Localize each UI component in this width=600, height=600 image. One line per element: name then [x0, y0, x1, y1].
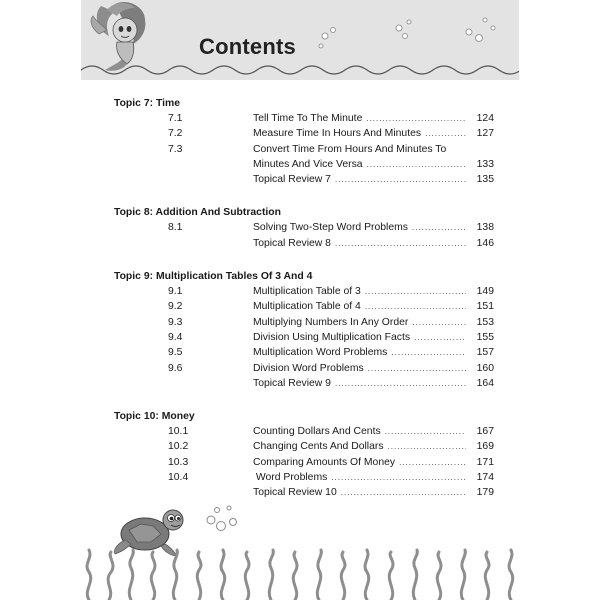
dot-leader	[412, 220, 466, 235]
section-number: 9.3	[168, 316, 183, 328]
section-number: 10.2	[168, 441, 189, 453]
dot-leader	[366, 111, 466, 126]
section-title: Division Using Multiplication Facts	[253, 331, 411, 343]
page-number: 151	[476, 301, 494, 313]
page-number: 127	[476, 128, 494, 140]
dot-leader	[388, 439, 466, 454]
page-number: 171	[476, 456, 494, 468]
page-number: 167	[476, 426, 494, 438]
entry-text-group	[228, 361, 494, 376]
dot-leader	[425, 126, 466, 141]
bubbles-decoration	[281, 6, 511, 56]
dot-leader	[365, 299, 466, 314]
section-number: 7.3	[168, 143, 183, 155]
page-number: 157	[476, 347, 494, 359]
dot-leader	[335, 172, 466, 187]
section-number: 10.1	[168, 426, 189, 438]
toc-entry	[114, 220, 494, 235]
section-number: 9.6	[168, 362, 183, 374]
dot-leader	[335, 236, 466, 251]
toc-entry	[114, 142, 494, 157]
page-number: 179	[476, 487, 494, 499]
page-number: 155	[476, 331, 494, 343]
toc-entry	[114, 345, 494, 360]
dot-leader	[365, 284, 466, 299]
section-number: 9.4	[168, 331, 183, 343]
toc-entry	[114, 376, 494, 391]
toc-entry	[114, 439, 494, 454]
section-number: 10.3	[168, 456, 189, 468]
section-title: Tell Time To The Minute	[253, 113, 363, 124]
dot-leader	[399, 455, 466, 470]
section-title: Comparing Amounts Of Money	[253, 456, 396, 468]
entry-text-group	[228, 439, 494, 454]
page-number: 164	[476, 377, 494, 389]
section-number: 7.2	[168, 128, 183, 140]
entry-text-group	[228, 376, 494, 391]
dot-leader	[335, 376, 466, 391]
page-number: 133	[476, 158, 494, 170]
dot-leader	[414, 330, 466, 345]
toc-entry	[114, 455, 494, 470]
toc-entry	[114, 424, 494, 439]
topic-heading: Topic 10: Money	[114, 411, 195, 423]
entry-text-group	[228, 157, 494, 172]
dot-leader	[341, 485, 466, 500]
topic-heading: Topic 7: Time	[114, 98, 181, 109]
section-title: Topical Review 8	[253, 237, 331, 249]
topic-heading: Topic 8: Addition And Subtraction	[114, 207, 281, 219]
toc-entry	[114, 361, 494, 376]
dot-leader	[331, 470, 466, 485]
page-number: 149	[476, 286, 494, 298]
toc-entry	[114, 126, 494, 141]
section-number: 7.1	[168, 113, 183, 124]
entry-text-group	[228, 284, 494, 299]
entry-text-group	[228, 485, 494, 500]
toc-entry	[114, 470, 494, 485]
page-number: 174	[476, 472, 494, 484]
toc-entry	[114, 111, 494, 126]
page-number: 146	[476, 237, 494, 249]
page-number: 153	[476, 316, 494, 328]
dot-leader	[367, 157, 466, 172]
page-title: Contents	[199, 34, 296, 59]
entry-text-group	[228, 236, 494, 251]
contents-page	[81, 0, 519, 600]
entry-text-group	[228, 424, 494, 439]
toc-entry	[114, 172, 494, 187]
entry-text-group	[228, 111, 494, 126]
section-title: Changing Cents And Dollars	[253, 441, 384, 453]
dot-leader	[412, 315, 466, 330]
toc-topic	[114, 409, 494, 500]
entry-text-group	[228, 299, 494, 314]
section-title: Multiplying Numbers In Any Order	[253, 316, 409, 328]
page-number: 135	[476, 174, 494, 186]
page-number: 169	[476, 441, 494, 453]
entry-text-group	[228, 345, 494, 360]
entry-text-group	[228, 142, 494, 157]
toc-topic	[114, 269, 494, 391]
entry-text-group	[228, 172, 494, 187]
entry-text-group	[228, 470, 494, 485]
section-number: 10.4	[168, 472, 189, 484]
page-number: 138	[476, 222, 494, 234]
section-title: Topical Review 10	[253, 487, 337, 499]
section-title: Division Word Problems	[253, 362, 364, 374]
section-title: Topical Review 9	[253, 377, 331, 389]
table-of-contents	[114, 96, 494, 519]
dot-leader	[391, 345, 466, 360]
section-title: Convert Time From Hours And Minutes To	[253, 143, 447, 155]
section-title: Topical Review 7	[253, 174, 331, 186]
dot-leader	[385, 424, 466, 439]
section-title: Counting Dollars And Cents	[253, 426, 381, 438]
section-title: Multiplication Table of 3	[253, 286, 361, 298]
section-number: 9.1	[168, 286, 183, 298]
section-number: 8.1	[168, 222, 183, 234]
dot-leader	[368, 361, 466, 376]
toc-topic	[114, 205, 494, 251]
section-title: Multiplication Table of 4	[253, 301, 361, 313]
entry-text-group	[228, 126, 494, 141]
toc-entry	[114, 315, 494, 330]
toc-entry	[114, 284, 494, 299]
toc-entry	[114, 299, 494, 314]
topic-heading: Topic 9: Multiplication Tables Of 3 And 4	[114, 271, 313, 283]
toc-entry	[114, 157, 494, 172]
section-title: Multiplication Word Problems	[253, 347, 388, 359]
seaweed-decoration	[81, 548, 519, 600]
page-number: 124	[476, 113, 494, 124]
section-title: Measure Time In Hours And Minutes	[253, 128, 422, 140]
turtle-bubbles-decoration	[203, 500, 243, 540]
entry-text-group	[228, 315, 494, 330]
toc-entry	[114, 330, 494, 345]
section-number: 9.5	[168, 347, 183, 359]
mermaid-illustration	[87, 0, 163, 78]
section-number: 9.2	[168, 301, 183, 313]
entry-text-group	[228, 455, 494, 470]
section-title: Word Problems	[253, 472, 328, 484]
entry-text-group	[228, 220, 494, 235]
toc-entry	[114, 236, 494, 251]
section-title: Solving Two-Step Word Problems	[253, 222, 408, 234]
entry-text-group	[228, 330, 494, 345]
toc-topic	[114, 96, 494, 187]
section-title: Minutes And Vice Versa	[253, 158, 363, 170]
page-number: 160	[476, 362, 494, 374]
